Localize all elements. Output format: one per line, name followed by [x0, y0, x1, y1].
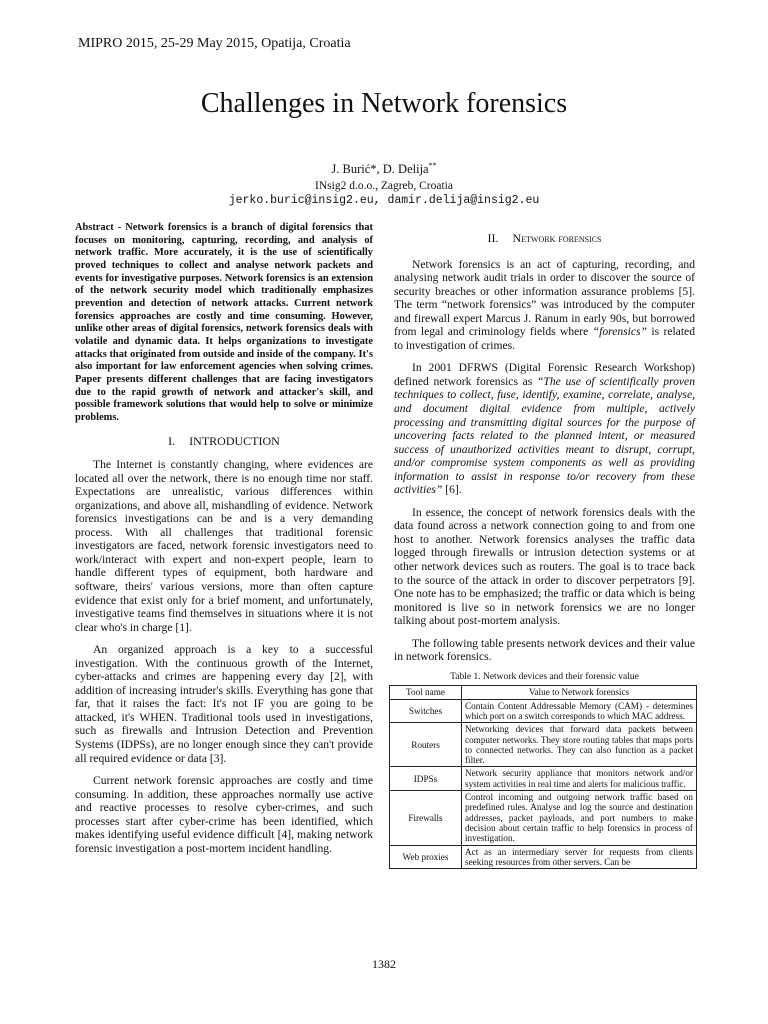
authors: [0, 161, 768, 177]
table-cell-tool: Firewalls: [390, 791, 462, 845]
conference-header: MIPRO 2015, 25-29 May 2015, Opatija, Croatia: [78, 36, 351, 51]
page-number: 1382: [372, 957, 396, 971]
section-heading-introduction: [75, 435, 373, 449]
table-cell-value: Networking devices that forward data packets between computer networks. They store routing tables that maps ports to connected networks. They can also function as a packet filter.: [462, 723, 697, 767]
table-cell-tool: Routers: [390, 723, 462, 767]
nf-p1-end: is related to investigation of crimes.: [394, 325, 695, 352]
table-row: [390, 699, 697, 723]
section-number: II.: [487, 231, 499, 245]
section-heading-network-forensics: [394, 232, 695, 246]
intro-paragraph-1: The Internet is constantly changing, where evidences are located all over the network, there is no enough time nor staff. Expectations are unrealistic, various differences within organizations, and above all, mishandling of evidence. Network forensics investigations can be and is a very demanding process. With all challenges that traditional forensic investigators are faced, network forensic investigators need to work/interact with expert and non-expert people, learn to handle different types of equipment, both hardware and software, theirs' various versions, more than often capture evidence that exist only for a brief moment, and unfortunately, investigative teams find themselves in situations where it is not clear who's in charge [1].: [75, 458, 373, 634]
abstract: Abstract - Network forensics is a branch of digital forensics that focuses on monitoring, capturing, recording, and analysis of network traffic. More accurately, it is the use of scientifically proved techniques to collect and analyse network packets and events for investigative purposes. Network forensics is an extension of the network security model which traditionally emphasizes prevention and detection of network attacks. Current network forensics approaches are costly and time consuming. However, unlike other areas of digital forensics, network forensics deals with volatile and dynamic data. It helps organizations to investigate attacks that originated from outside and inside of the company. It's also important for law enforcement agencies when solving crimes. Paper presents different challenges that are facing investigators due to the rapid growth of network and attacker's skill, and possible framework solutions that would help to solve or minimize problems.: [75, 222, 373, 423]
nf-p2-quote: “The use of scientifically proven techniques to collect, fuse, identify, examine, correlate, analyse, and document digital evidence from multiple, actively processing and transmitting digital sources for the purpose of uncovering facts related to the planned intent, or measured success of unauthorized activities meant to disrupt, corrupt, and/or compromise system components as well as providing information to assist in response to/or recovery from these activities”: [394, 374, 695, 497]
table-cell-tool: Web proxies: [390, 845, 462, 869]
nf-p1-text: Network forensics is an act of capturing, recording, and analysing network audit trials in order to discover the source of security breaches or other information assurance problems [5]. The term “network forensics” was introduced by the computer and firewall expert Marcus J. Ranum in early 90s, but borrowed from legal and criminology fields where: [394, 257, 695, 339]
nf-p2-start: In 2001 DFRWS (Digital Forensic Research Workshop) defined network forensics as: [394, 361, 695, 388]
affiliation: INsig2 d.o.o., Zagreb, Croatia: [315, 180, 453, 192]
author-names: J. Burić*, D. Delija: [331, 162, 429, 177]
nf-paragraph-4: The following table presents network devices and their value in network forensics.: [394, 636, 695, 664]
nf-p1-emphasis: “forensics”: [592, 325, 648, 339]
intro-paragraph-3: Current network forensic approaches are costly and time consuming. In addition, these approaches normally use active and reactive processes to resolve cyber-crimes, and such processes start after cyber-crime has been identified, which makes identifying useful evidence difficult [4], making network forensic investigation a post-mortem incident handling.: [75, 774, 373, 855]
nf-paragraph-3: In essence, the concept of network forensics deals with the data found across a network connection going to and from one host to another. Network forensics analyses the traffic data logged through firewalls or intrusion detection systems or at other network devices such as routers. The goal is to trace back to the source of the attack in order to discover perpetrators [9]. One note has to be emphasized; the traffic or data which is being monitored is live so in network forensics we are no longer talking about post-mortem analysis.: [394, 505, 695, 628]
left-column: [75, 222, 373, 864]
right-column: [394, 232, 695, 869]
author-superscript: **: [428, 161, 437, 170]
table-caption: Table 1. Network devices and their forensic value: [450, 671, 639, 682]
nf-p2-end: [6].: [445, 483, 462, 497]
table-row: [390, 723, 697, 767]
table-cell-value: Act as an intermediary server for requests from clients seeking resources from other servers. Can be: [462, 845, 697, 869]
table-row: [390, 845, 697, 869]
table-cell-value: Contain Content Addressable Memory (CAM) - determines which port on a switch corresponds to which MAC address.: [462, 699, 697, 723]
table-header-row: [390, 686, 697, 699]
table-cell-tool: Switches: [390, 699, 462, 723]
paper-title: Challenges in Network forensics: [200, 88, 568, 119]
intro-paragraph-2: An organized approach is a key to a successful investigation. With the continuous growth of the Internet, cyber-attacks and crimes are happening every day [2], with addition of increasing intruder's skills. Everything has gone that far, that it raises the fact: It's not IF you are going to be attacked, it's WHEN. Traditional tools used in investigations, such as firewalls and Intrusion Detection and Prevention Systems (IDPSs), are no longer enough since they can't provide all required evidence or data [3].: [75, 643, 373, 765]
network-devices-table: [389, 685, 697, 869]
author-emails: jerko.buric@insig2.eu, damir.delija@insig2.eu: [228, 194, 540, 207]
nf-paragraph-1: [394, 258, 695, 353]
table-row: [390, 767, 697, 791]
table-cell-value: Control incoming and outgoing network traffic based on predefined rules. Analyse and log the source and destination addresses, packet payloads, and port numbers to make decision about certain traffic to help forensics in process of investigation.: [462, 791, 697, 845]
section-number: I.: [168, 433, 176, 448]
section-title: Network forensics: [512, 231, 602, 245]
table-header-tool: Tool name: [390, 686, 462, 699]
table-row: [390, 791, 697, 845]
table-header-value: Value to Network forensics: [462, 686, 697, 699]
table-cell-value: Network security appliance that monitors network and/or system activities in real time and alerts for malicious traffic.: [462, 767, 697, 791]
nf-paragraph-2: [394, 361, 695, 496]
section-title: INTRODUCTION: [189, 433, 280, 448]
table-cell-tool: IDPSs: [390, 767, 462, 791]
